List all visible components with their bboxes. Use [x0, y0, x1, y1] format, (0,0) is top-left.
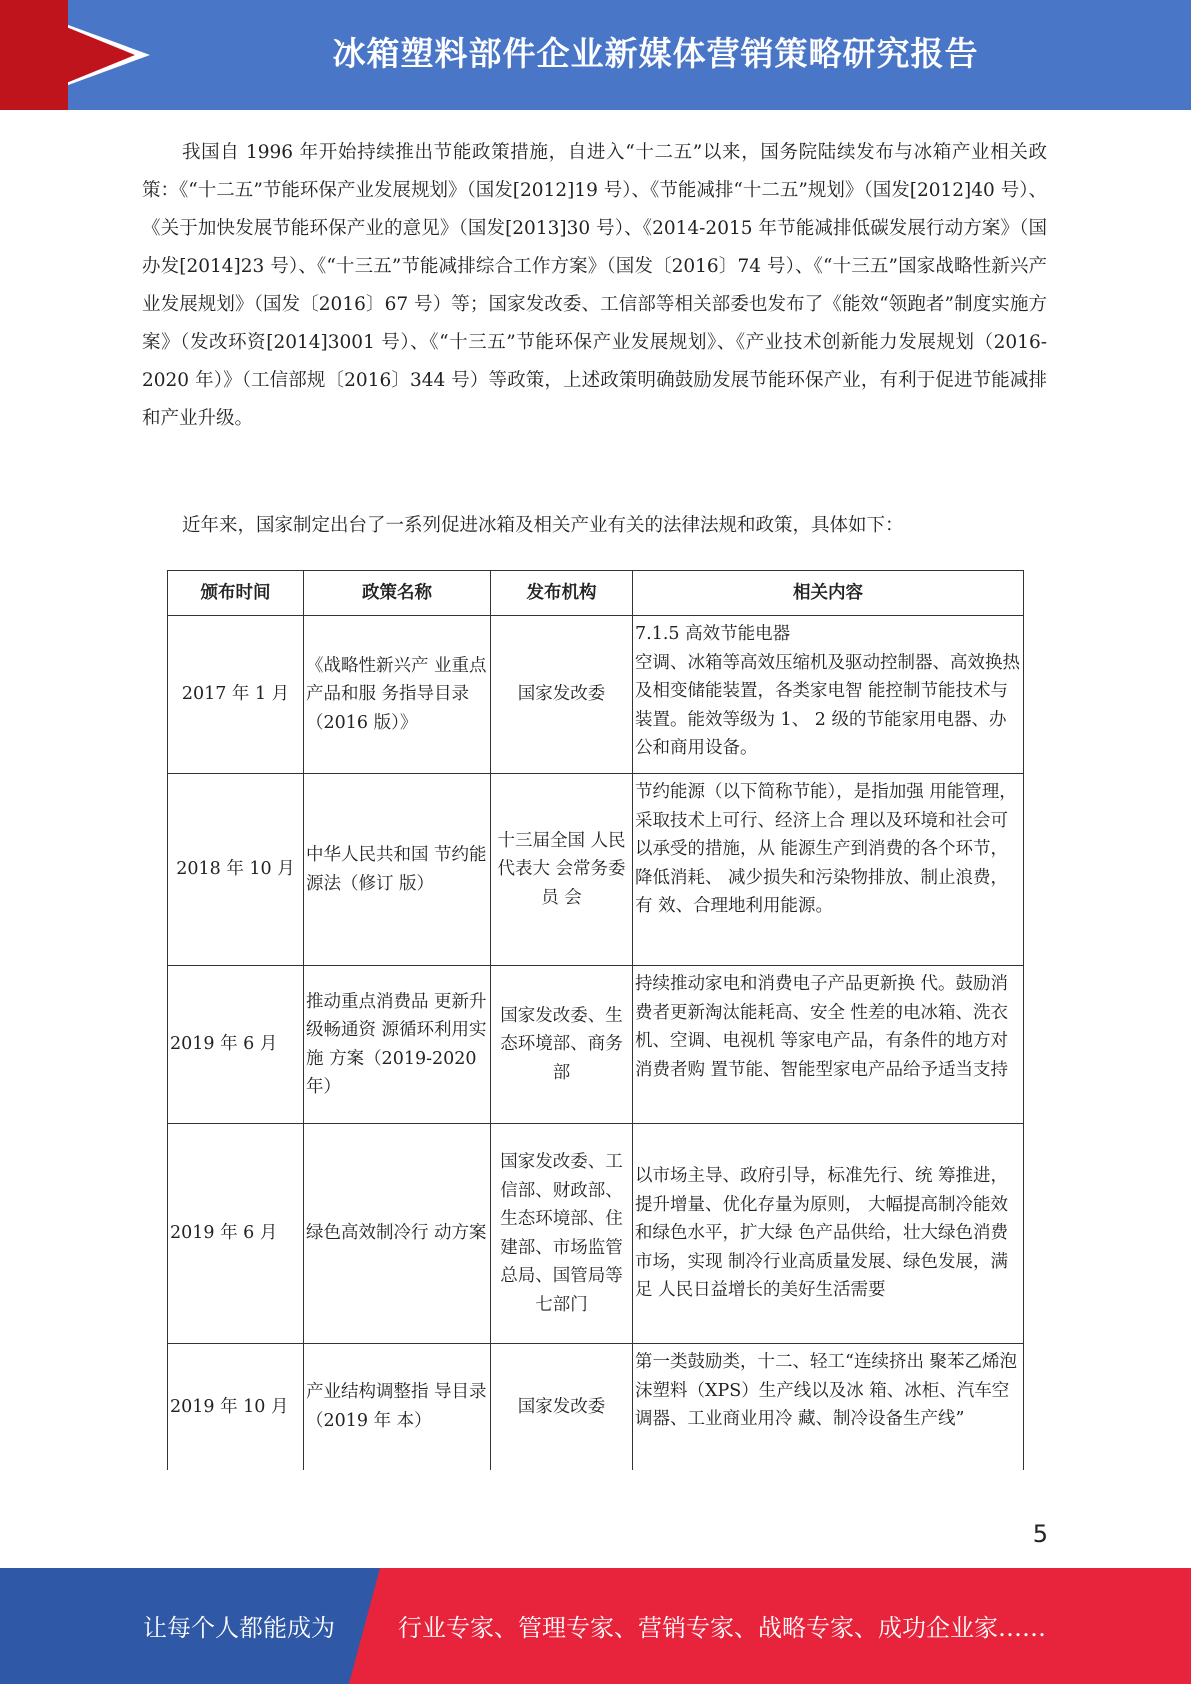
- cell-content: 第一类鼓励类，十二、轻工“连续挤出 聚苯乙烯泡沫塑料（XPS）生产线以及冰 箱、冰柜、汽车空调器、工业商业用冷 藏、制冷设备生产线”: [633, 1344, 1024, 1470]
- header-agency: 发布机构: [491, 571, 633, 616]
- table-row: [168, 1344, 1024, 1470]
- cell-content: [633, 616, 1024, 774]
- cell-policy-name: 绿色高效制冷行 动方案: [304, 1124, 491, 1344]
- cell-date: 2019 年 6 月: [168, 1124, 304, 1344]
- page-number: 5: [1032, 1520, 1048, 1548]
- header-date: 颁布时间: [168, 571, 304, 616]
- header-banner: [0, 0, 1191, 110]
- footer-slogan-right: 行业专家、管理专家、营销专家、战略专家、成功企业家……: [398, 1614, 1046, 1642]
- table-row: [168, 1124, 1024, 1344]
- cell-date: 2017 年 1 月: [168, 616, 304, 774]
- footer-banner: [0, 1568, 1191, 1684]
- cell-policy-name: 推动重点消费品 更新升级畅通资 源循环利用实施 方案（2019-2020 年）: [304, 966, 491, 1124]
- header-content: 相关内容: [633, 571, 1024, 616]
- lead-paragraph: 近年来，国家制定出台了一系列促进冰箱及相关产业有关的法律法规和政策，具体如下：: [182, 515, 904, 536]
- cell-agency: 国家发改委: [491, 1344, 633, 1470]
- cell-date: 2019 年 6 月: [168, 966, 304, 1124]
- cell-agency: 国家发改委、工信部、财政部、生态环境部、住建部、市场监管总局、国管局等七部门: [491, 1124, 633, 1344]
- cell-agency: 国家发改委、生态环境部、商务部: [491, 966, 633, 1124]
- cell-content: 以市场主导、政府引导，标准先行、统 筹推进，提升增量、优化存量为原则， 大幅提高制冷能效和绿色水平，扩大绿 色产品供给，壮大绿色消费市场，实现 制冷行业高质量发展、绿色发展，满足 人民日益增长的美好生活需要: [633, 1124, 1024, 1344]
- cell-agency: 国家发改委: [491, 616, 633, 774]
- report-title: 冰箱塑料部件企业新媒体营销策略研究报告: [332, 34, 979, 73]
- policy-table: [167, 570, 1024, 1470]
- table-row: [168, 774, 1024, 966]
- header-policy-name: 政策名称: [304, 571, 491, 616]
- cell-date: 2019 年 10 月: [168, 1344, 304, 1470]
- table-row: [168, 616, 1024, 774]
- cell-agency: 十三届全国 人民代表大 会常务委员 会: [491, 774, 633, 966]
- intro-section: [142, 134, 1047, 438]
- table-row: [168, 966, 1024, 1124]
- cell-policy-name: 《战略性新兴产 业重点产品和服 务指导目录（2016 版）》: [304, 616, 491, 774]
- table-header-row: [168, 571, 1024, 616]
- cell-content: 持续推动家电和消费电子产品更新换 代。鼓励消费者更新淘汰能耗高、安全 性差的电冰箱、洗衣机、空调、电视机 等家电产品，有条件的地方对消费者购 置节能、智能型家电产品给予适当支持: [633, 966, 1024, 1124]
- header-red-chevron: [0, 0, 135, 110]
- cell-content-text: 7.1.5 高效节能电器 空调、冰箱等高效压缩机及驱动控制器、高效换热及相变储能装置，各类家电智 能控制节能技术与装置。能效等级为 1、 2 级的节能家用电器、办公和商用设备。: [635, 624, 1020, 758]
- footer-slogan-left: 让每个人都能成为: [143, 1614, 335, 1642]
- cell-date: 2018 年 10 月: [168, 774, 304, 966]
- cell-policy-name: 产业结构调整指 导目录（2019 年 本）: [304, 1344, 491, 1470]
- cell-content: 节约能源（以下简称节能），是指加强 用能管理，采取技术上可行、经济上合 理以及环境和社会可以承受的措施，从 能源生产到消费的各个环节，降低消耗、 减少损失和污染物排放、制止浪费，有 效、合理地利用能源。: [633, 774, 1024, 966]
- cell-policy-name: 中华人民共和国 节约能源法（修订 版）: [304, 774, 491, 966]
- lead-section: [142, 507, 1047, 545]
- intro-paragraph: 我国自 1996 年开始持续推出节能政策措施，自进入“十二五”以来，国务院陆续发布与冰箱产业相关政策：《“十二五”节能环保产业发展规划》（国发[2012]19 号）、《节能减排“十二五”规划》（国发[2012]40 号）、《关于加快发展节能环保产业的意见》（国发[2013]30 号）、《2014-2015 年节能减排低碳发展行动方案》（国办发[2014]23 号）、《“十三五”节能减排综合工作方案》（国发〔2016〕74 号）、《“十三五”国家战略性新兴产业发展规划》（国发〔2016〕67 号）等；国家发改委、工信部等相关部委也发布了《能效“领跑者”制度实施方案》（发改环资[2014]3001 号）、《“十三五”节能环保产业发展规划》、《产业技术创新能力发展规划（2016-2020 年）》（工信部规〔2016〕344 号）等政策，上述政策明确鼓励发展节能环保产业，有利于促进节能减排和产业升级。: [142, 142, 1047, 429]
